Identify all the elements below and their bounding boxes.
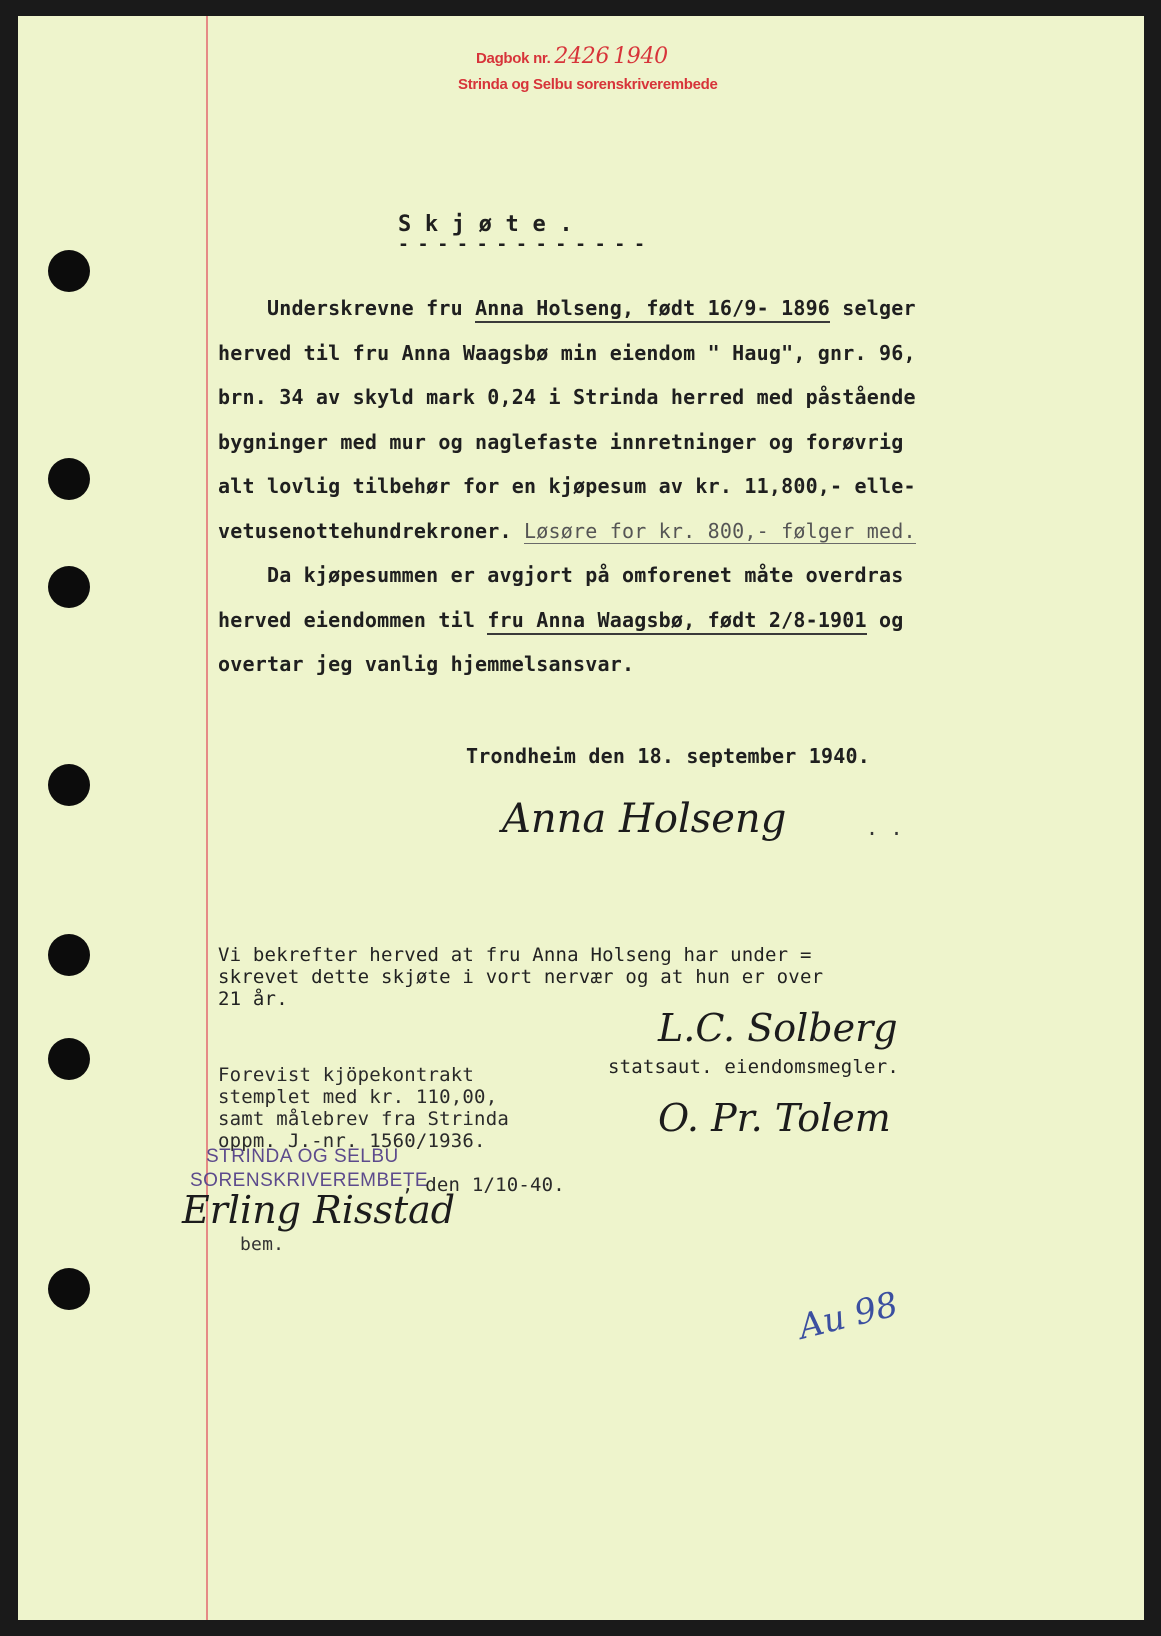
note-date: , den 1/10-40. xyxy=(402,1174,565,1196)
body-line xyxy=(218,519,916,543)
dagbok-number: 2426 xyxy=(554,44,610,69)
witness1-title: statsaut. eiendomsmegler. xyxy=(608,1056,899,1078)
body-text: brn. 34 av skyld mark 0,24 i Strinda herred med påstående xyxy=(218,385,916,409)
note-line-1: Forevist kjöpekontrakt xyxy=(218,1064,475,1086)
body-line xyxy=(218,474,916,498)
body-text: overtar jeg vanlig hjemmelsansvar. xyxy=(218,652,635,676)
court-stamp-line-2: SORENSKRIVEREMBETE xyxy=(190,1170,429,1191)
body-text: vetusenottehundrekroner. xyxy=(218,518,525,543)
witness2-signature: O. Pr. Tolem xyxy=(658,1096,891,1140)
punch-hole xyxy=(48,764,90,806)
witness-line-1: Vi bekrefter herved at fru Anna Holseng har under = xyxy=(218,944,812,966)
seller-signature: Anna Holseng xyxy=(502,796,787,842)
place-date: Trondheim den 18. september 1940. xyxy=(466,744,870,768)
underlined-party: Anna Holseng, født 16/9- 1896 xyxy=(475,296,830,323)
title-underline: - - - - - - - - - - - - - xyxy=(398,234,644,255)
bem-label: bem. xyxy=(240,1234,285,1255)
document-title: S k j ø t e . xyxy=(398,212,573,237)
body-text: og xyxy=(866,607,904,632)
body-line xyxy=(218,341,916,365)
signature-dots: . . xyxy=(866,816,903,840)
note-line-3: samt målebrev fra Strinda xyxy=(218,1108,509,1130)
official-signature: Erling Risstad xyxy=(182,1188,456,1232)
witness-line-3: 21 år. xyxy=(218,988,288,1010)
dagbok-stamp xyxy=(476,44,668,69)
body-line xyxy=(218,296,916,320)
punch-hole xyxy=(48,250,90,292)
punch-hole xyxy=(48,934,90,976)
movables-clause: Løsøre for kr. 800,- følger med. xyxy=(524,518,916,543)
body-text: herved eiendommen til xyxy=(218,607,488,632)
witness1-signature: L.C. Solberg xyxy=(658,1006,898,1050)
witness-line-2: skrevet dette skjøte i vort nervær og at hun er over xyxy=(218,966,824,988)
body-line xyxy=(218,430,904,454)
punch-hole xyxy=(48,1038,90,1080)
body-line xyxy=(218,608,904,632)
body-line xyxy=(218,385,916,409)
body-text: alt lovlig tilbehør for en kjøpesum av kr. 11,800,- elle- xyxy=(218,474,916,498)
court-name-stamp: Strinda og Selbu sorenskriverembede xyxy=(458,76,718,93)
punch-hole xyxy=(48,566,90,608)
dagbok-label: Dagbok nr. xyxy=(476,50,551,67)
dagbok-year: 1940 xyxy=(613,44,668,69)
margin-rule xyxy=(206,16,208,1620)
punch-hole xyxy=(48,1268,90,1310)
body-line xyxy=(218,563,904,587)
margin-initials: Au 98 xyxy=(794,1284,902,1348)
body-text: Da kjøpesummen er avgjort på omforenet måte overdras xyxy=(218,563,904,587)
body-text: Underskrevne fru xyxy=(218,296,476,320)
body-line xyxy=(218,652,634,676)
body-text: bygninger med mur og naglefaste innretninger og forøvrig xyxy=(218,429,904,454)
underlined-party: fru Anna Waagsbø, født 2/8-1901 xyxy=(487,608,866,635)
body-text: selger xyxy=(830,296,916,320)
court-stamp-line-1: STRINDA OG SELBU xyxy=(206,1146,399,1167)
punch-hole xyxy=(48,458,90,500)
note-line-2: stemplet med kr. 110,00, xyxy=(218,1086,498,1108)
body-text: herved til fru Anna Waagsbø min eiendom " Haug", gnr. 96, xyxy=(218,340,916,365)
document-page xyxy=(18,16,1144,1620)
note-line-4: oppm. J.-nr. 1560/1936. xyxy=(218,1130,486,1152)
